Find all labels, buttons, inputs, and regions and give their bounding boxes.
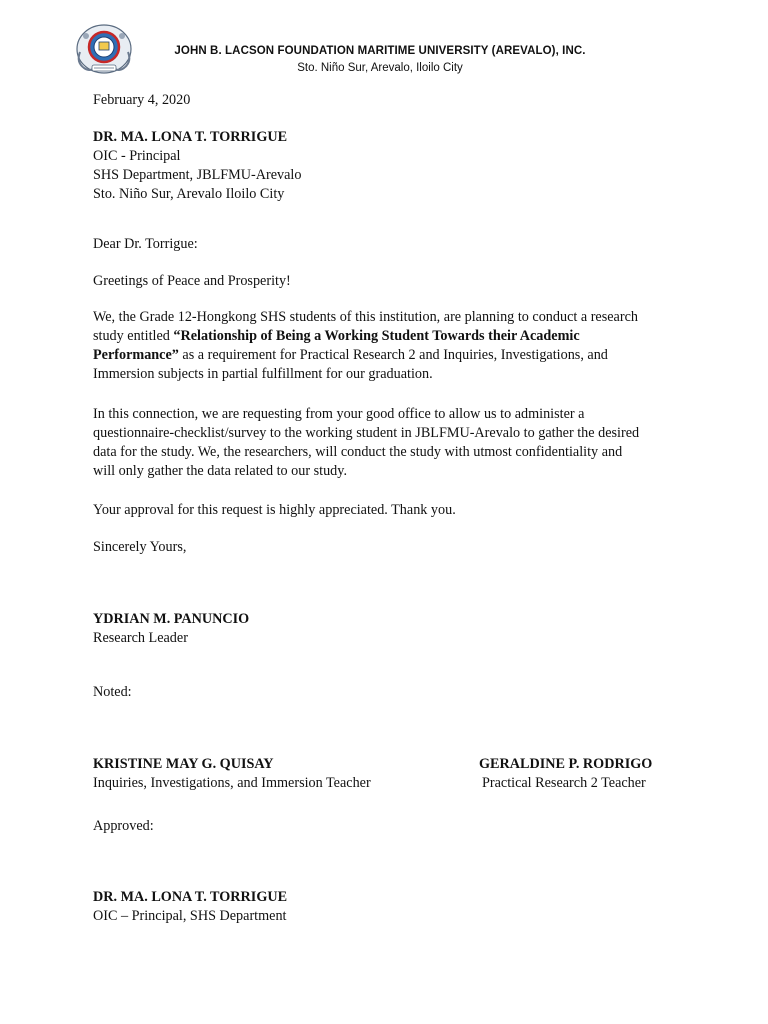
noted-right-name: GERALDINE P. RODRIGO <box>479 756 653 772</box>
signature-block-noted-right <box>479 755 679 793</box>
approver-name: DR. MA. LONA T. TORRIGUE <box>93 889 288 905</box>
approved-label: Approved: <box>93 818 154 834</box>
signature-block-noted-left <box>93 755 423 793</box>
signature-block-leader <box>93 610 653 648</box>
paragraph1-after: as a requirement for Practical Research 2 and Inquiries, Investigations, and Immersion subjects in partial fulfillment for our graduation. <box>93 347 608 382</box>
signature-block-approver <box>93 888 653 926</box>
paragraph-request-intro <box>93 308 641 384</box>
research-title: “Relationship of Being a Working Student Towards their Academic Performance” <box>93 328 580 363</box>
leader-role: Research Leader <box>93 630 188 646</box>
greeting: Greetings of Peace and Prosperity! <box>93 273 291 289</box>
letter-date: February 4, 2020 <box>93 92 191 108</box>
recipient-department: SHS Department, JBLFMU-Arevalo <box>93 167 302 183</box>
closing: Sincerely Yours, <box>93 539 187 555</box>
paragraph1-before: We, the Grade 12-Hongkong SHS students of this institution, are planning to conduct a research study entitled <box>93 309 638 344</box>
noted-right-role: Practical Research 2 Teacher <box>482 775 646 791</box>
university-name: JOHN B. LACSON FOUNDATION MARITIME UNIVERSITY (AREVALO), INC. <box>174 45 586 57</box>
salutation: Dear Dr. Torrigue: <box>93 236 198 252</box>
noted-label: Noted: <box>93 684 132 700</box>
noted-left-name: KRISTINE MAY G. QUISAY <box>93 756 274 772</box>
letterhead <box>150 43 610 77</box>
recipient-address: Sto. Niño Sur, Arevalo Iloilo City <box>93 186 285 202</box>
recipient-block <box>93 128 653 204</box>
university-seal-logo <box>74 22 134 76</box>
recipient-title: OIC - Principal <box>93 148 181 164</box>
approver-role: OIC – Principal, SHS Department <box>93 908 287 924</box>
recipient-name: DR. MA. LONA T. TORRIGUE <box>93 129 288 145</box>
paragraph-request-details: In this connection, we are requesting from your good office to allow us to administer a questionnaire-checklist/survey to the working student in JBLFMU-Arevalo to gather the desired data for the study. We, the researchers, will conduct the study with utmost confidentiality and will only gather the data related to our study. <box>93 406 640 479</box>
noted-left-role: Inquiries, Investigations, and Immersion Teacher <box>93 775 371 791</box>
leader-name: YDRIAN M. PANUNCIO <box>93 611 250 627</box>
paragraph-thanks: Your approval for this request is highly appreciated. Thank you. <box>93 502 456 518</box>
university-address: Sto. Niño Sur, Arevalo, Iloilo City <box>297 62 463 74</box>
